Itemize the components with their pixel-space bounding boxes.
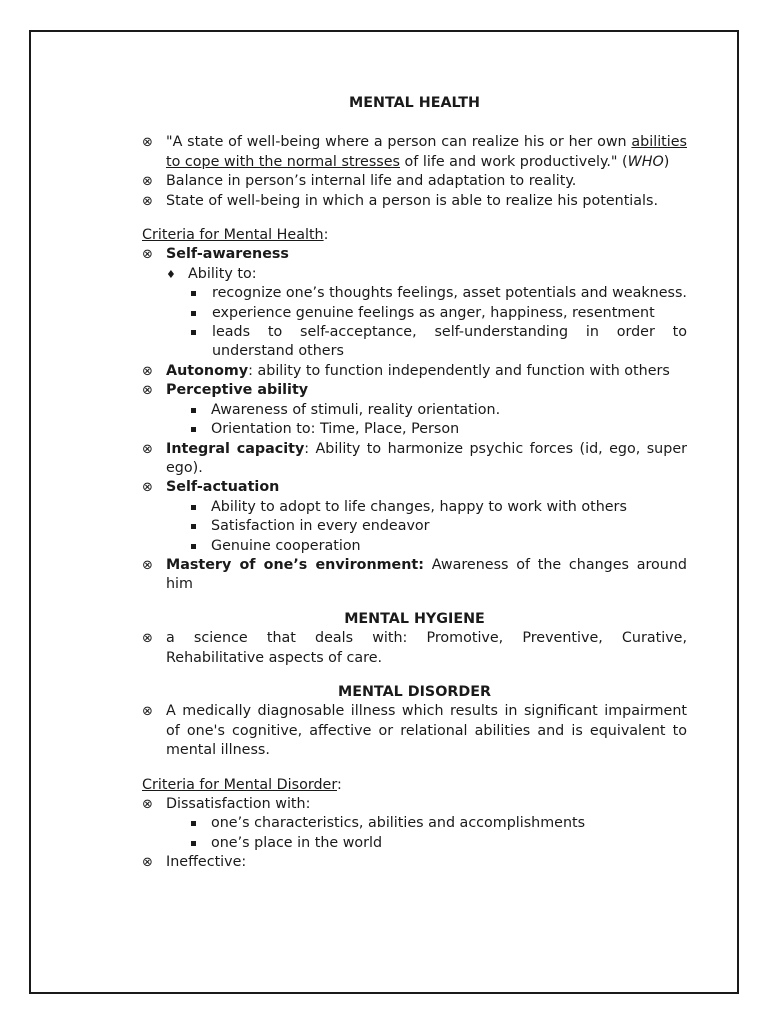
square-bullet-icon: [191, 427, 196, 432]
circled-times-icon: ⊗: [142, 247, 153, 263]
square-bullet-icon: [191, 821, 196, 826]
circled-times-icon: ⊗: [142, 797, 153, 812]
disorder-definition: ⊗ A medically diagnosable illness which results in significant impairment of one's cognitive, affective or relational abilities and is equivalent to mental illness.: [142, 703, 687, 759]
bullet-item: one’s place in the world: [142, 834, 687, 853]
criterion-self-actuation: ⊗ Self-actuation: [142, 478, 687, 497]
criterion-autonomy: ⊗ Autonomy: ability to function independently and function with others: [142, 362, 687, 381]
document-content: [142, 94, 687, 873]
criterion-integral-capacity: ⊗ Integral capacity: Ability to harmonize psychic forces (id, ego, super ego).: [142, 440, 687, 476]
circled-times-icon: ⊗: [142, 363, 153, 379]
hygiene-definition: ⊗ a science that deals with: Promotive, Preventive, Curative, Rehabilitative aspects of care.: [142, 630, 687, 666]
criterion-perceptive-ability: ⊗ Perceptive ability: [142, 381, 687, 400]
bullet-item: leads to self-acceptance, self-understanding in order to understand others: [142, 323, 687, 362]
bullet-item: Ability to adopt to life changes, happy to work with others: [142, 498, 687, 517]
circled-times-icon: ⊗: [142, 193, 153, 209]
criterion-ineffective: ⊗ Ineffective:: [142, 853, 687, 872]
square-bullet-icon: [191, 544, 196, 549]
criteria-heading-health: Criteria for Mental Health:: [142, 227, 329, 244]
square-bullet-icon: [191, 311, 196, 316]
bullet-item: one’s characteristics, abilities and accomplishments: [142, 814, 687, 833]
bullet-item: Satisfaction in every endeavor: [142, 517, 687, 536]
definition-item: ⊗ Balance in person’s internal life and adaptation to reality.: [142, 172, 687, 191]
criterion-dissatisfaction: ⊗ Dissatisfaction with:: [142, 795, 687, 814]
square-bullet-icon: [191, 408, 196, 413]
bullet-item: recognize one’s thoughts feelings, asset potentials and weakness.: [142, 284, 687, 303]
square-bullet-icon: [191, 330, 196, 335]
criterion-mastery: ⊗ Mastery of one’s environment: Awareness of the changes around him: [142, 556, 687, 593]
criterion-self-awareness: ⊗ Self-awareness: [142, 245, 687, 264]
circled-times-icon: ⊗: [142, 631, 153, 647]
section-title-mental-health: MENTAL HEALTH: [348, 95, 480, 111]
square-bullet-icon: [191, 505, 196, 510]
definition-item: ⊗ State of well-being in which a person is able to realize his potentials.: [142, 192, 687, 211]
document-page: [29, 30, 739, 994]
definition-item: ⊗ "A state of well-being where a person can realize his or her own abilities to cope with the normal stresses of life and work productively." (WHO): [142, 134, 687, 170]
diamond-icon: ♦: [166, 267, 176, 281]
circled-times-icon: ⊗: [142, 174, 153, 190]
criteria-heading-disorder: Criteria for Mental Disorder:: [142, 776, 342, 793]
circled-times-icon: ⊗: [142, 383, 153, 399]
circled-times-icon: ⊗: [142, 704, 153, 720]
square-bullet-icon: [191, 291, 196, 296]
circled-times-icon: ⊗: [142, 441, 153, 457]
section-title-mental-disorder: MENTAL DISORDER: [337, 683, 492, 700]
circled-times-icon: ⊗: [142, 855, 153, 871]
square-bullet-icon: [191, 524, 196, 529]
bullet-item: Awareness of stimuli, reality orientation.: [142, 401, 687, 420]
square-bullet-icon: [191, 841, 196, 846]
circled-times-icon: ⊗: [142, 557, 153, 573]
ability-subitem: ♦ Ability to:: [142, 265, 687, 284]
bullet-item: Orientation to: Time, Place, Person: [142, 420, 687, 439]
circled-times-icon: ⊗: [142, 480, 153, 496]
circled-times-icon: ⊗: [142, 135, 153, 151]
bullet-item: Genuine cooperation: [142, 537, 687, 556]
section-title-mental-hygiene: MENTAL HYGIENE: [344, 610, 485, 627]
bullet-item: experience genuine feelings as anger, happiness, resentment: [142, 304, 687, 323]
